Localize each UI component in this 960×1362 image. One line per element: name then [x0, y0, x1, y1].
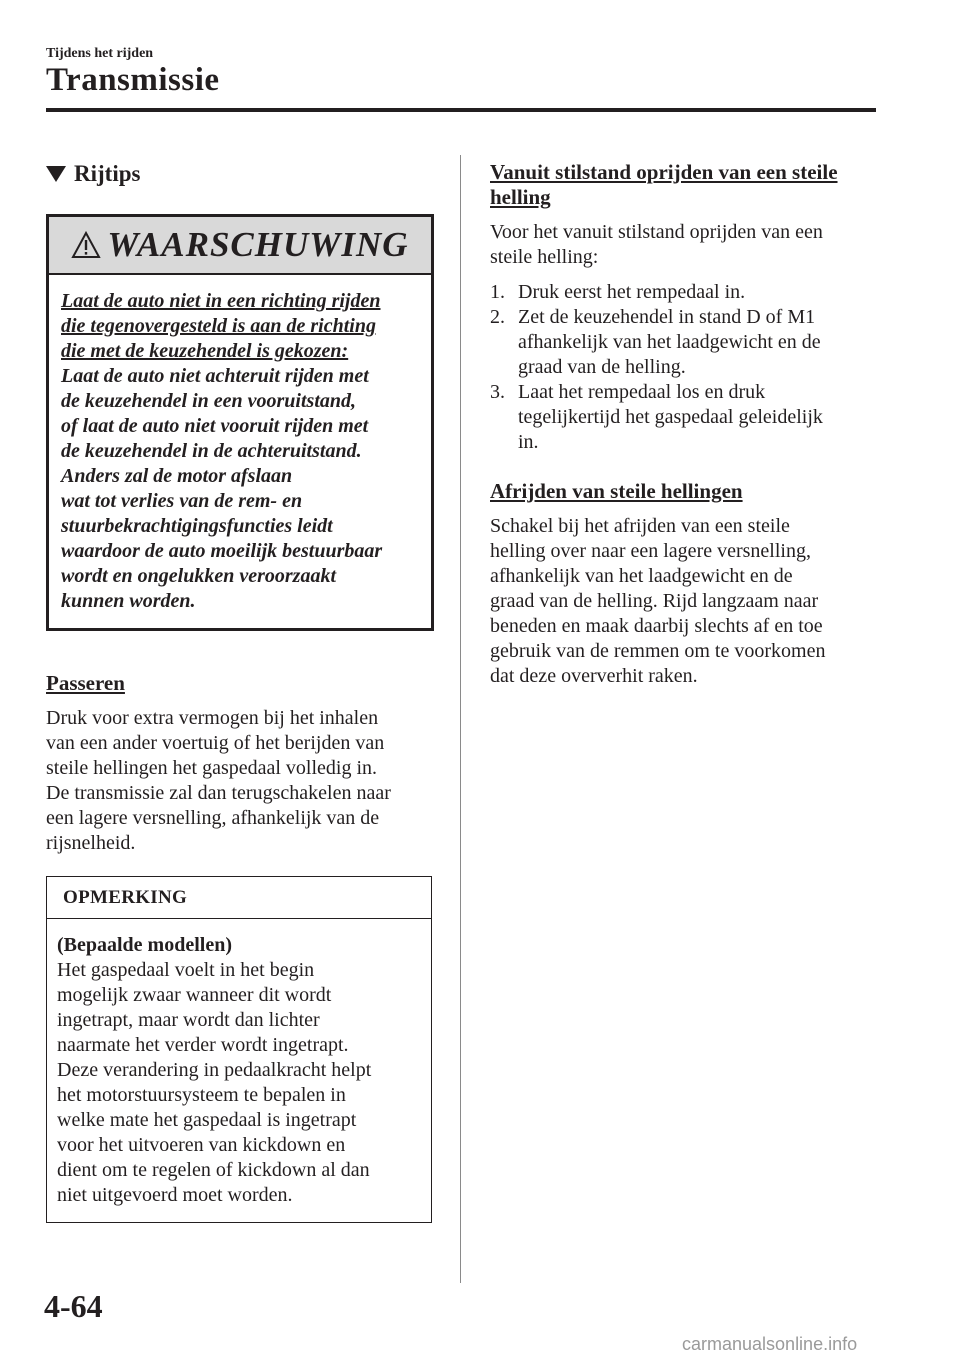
warning-line: de keuzehendel in de achteruitstand. [61, 440, 362, 462]
note-line: dient om te regelen of kickdown al dan [57, 1159, 370, 1181]
oprijden-intro [490, 220, 880, 270]
note-line-bold: (Bepaalde modellen) [57, 934, 232, 956]
note-line: mogelijk zwaar wanneer dit wordt [57, 984, 332, 1006]
column-divider [460, 155, 461, 1283]
triangle-bullet-icon [46, 166, 66, 182]
warning-line: wat tot verlies van de rem- en [61, 490, 303, 512]
step-number: 2. [490, 306, 505, 328]
afrijden-heading: Afrijden van steile hellingen [490, 479, 743, 503]
oprijden-section [490, 160, 880, 455]
right-column [490, 160, 880, 689]
note-line: Deze verandering in pedaalkracht helpt [57, 1059, 372, 1081]
heading-line: helling [490, 185, 551, 209]
page-number: 4-64 [44, 1288, 103, 1324]
step-line: afhankelijk van het laadgewicht en de [518, 331, 821, 353]
step-line: in. [518, 431, 539, 453]
warning-triangle-icon [71, 231, 101, 259]
text-line: Schakel bij het afrijden van een steile [490, 515, 790, 537]
step-text [518, 305, 880, 380]
note-line: welke mate het gaspedaal is ingetrapt [57, 1109, 357, 1131]
text-line: beneden en maak daarbij slechts af en toe [490, 615, 823, 637]
warning-line: waardoor de auto moeilijk bestuurbaar [61, 540, 383, 562]
text-line: graad van de helling. Rijd langzaam naar [490, 590, 819, 612]
step-item [490, 280, 880, 305]
text-line: gebruik van de remmen om te voorkomen [490, 640, 826, 662]
text-line: Voor het vanuit stilstand oprijden van een [490, 221, 823, 243]
warning-line: Laat de auto niet in een richting rijden [61, 290, 381, 312]
step-text [518, 280, 880, 305]
warning-header [49, 217, 431, 275]
note-title: OPMERKING [47, 877, 431, 919]
note-line: het motorstuursysteem te bepalen in [57, 1084, 346, 1106]
step-line: Druk eerst het rempedaal in. [518, 281, 746, 303]
warning-line: die tegenovergesteld is aan de richting [61, 315, 376, 337]
note-line: Het gaspedaal voelt in het begin [57, 959, 315, 981]
step-number: 3. [490, 381, 505, 403]
text-line: steile hellingen het gaspedaal volledig in. [46, 757, 378, 779]
note-box [46, 876, 432, 1223]
step-item [490, 305, 880, 380]
step-line: Laat het rempedaal los en druk [518, 381, 766, 403]
warning-line: Anders zal de motor afslaan [61, 465, 293, 487]
passeren-section [46, 671, 434, 856]
warning-body [49, 275, 431, 628]
text-line: van een ander voertuig of het berijden van [46, 732, 385, 754]
passeren-text [46, 706, 434, 856]
text-line: afhankelijk van het laadgewicht en de [490, 565, 793, 587]
note-body [47, 919, 431, 1222]
warning-line: Laat de auto niet achteruit rijden met [61, 365, 369, 387]
header-divider [46, 108, 876, 112]
section-rijtips [46, 158, 434, 190]
warning-line: wordt en ongelukken veroorzaakt [61, 565, 337, 587]
text-line: helling over naar een lagere versnelling, [490, 540, 811, 562]
afrijden-text [490, 514, 880, 689]
note-line: naarmate het verder wordt ingetrapt. [57, 1034, 349, 1056]
left-column [46, 158, 434, 1223]
step-item [490, 380, 880, 455]
oprijden-heading [490, 160, 880, 210]
warning-box [46, 214, 434, 631]
step-text [518, 380, 880, 455]
running-header-section: Tijdens het rijden [46, 46, 154, 61]
warning-line: kunnen worden. [61, 590, 196, 612]
heading-line: Vanuit stilstand oprijden van een steile [490, 160, 838, 184]
warning-line: die met de keuzehendel is gekozen: [61, 340, 349, 362]
warning-line: of laat de auto niet vooruit rijden met [61, 415, 369, 437]
text-line: rijsnelheid. [46, 832, 136, 854]
note-line: ingetrapt, maar wordt dan lichter [57, 1009, 320, 1031]
passeren-heading: Passeren [46, 671, 125, 695]
step-line: Zet de keuzehendel in stand D of M1 [518, 306, 816, 328]
page-title: Transmissie [46, 62, 220, 98]
note-line: voor het uitvoeren van kickdown en [57, 1134, 346, 1156]
afrijden-section [490, 479, 880, 689]
text-line: dat deze oververhit raken. [490, 665, 698, 687]
step-line: graad van de helling. [518, 356, 686, 378]
warning-line: de keuzehendel in een vooruitstand, [61, 390, 357, 412]
warning-title: WAARSCHUWING [107, 225, 409, 264]
steps-list [490, 280, 880, 455]
text-line: een lagere versnelling, afhankelijk van de [46, 807, 380, 829]
step-number: 1. [490, 281, 505, 303]
section-title: Rijtips [74, 161, 141, 186]
step-line: tegelijkertijd het gaspedaal geleidelijk [518, 406, 823, 428]
warning-line: stuurbekrachtigingsfuncties leidt [61, 515, 333, 537]
watermark: carmanualsonline.info [682, 1334, 858, 1354]
note-line: niet uitgevoerd moet worden. [57, 1184, 293, 1206]
text-line: Druk voor extra vermogen bij het inhalen [46, 707, 379, 729]
text-line: steile helling: [490, 246, 599, 268]
text-line: De transmissie zal dan terugschakelen naar [46, 782, 391, 804]
